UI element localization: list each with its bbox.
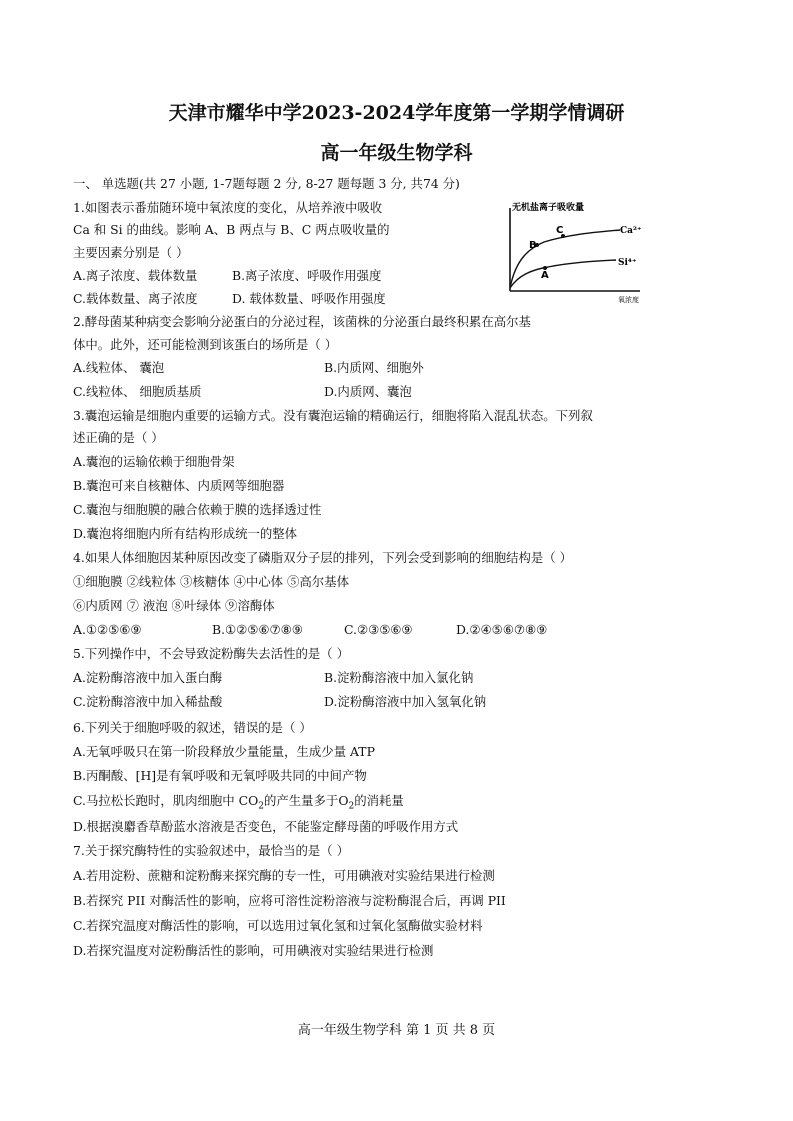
si-curve-label: Si⁴⁺ xyxy=(618,258,637,268)
q3-stem-line-1: 3.囊泡运输是细胞内重要的运输方式。没有囊泡运输的精确运行，细胞将陷入混乱状态。下列叙 xyxy=(73,408,593,423)
q4-option-a: A.①②⑤⑥⑨ xyxy=(73,622,142,637)
point-a-label: A xyxy=(541,270,549,281)
q4-items-line-2: ⑥内质网 ⑦ 液泡 ⑧叶绿体 ⑨溶酶体 xyxy=(73,598,275,613)
q1-option-d: D. 载体数量、呼吸作用强度 xyxy=(232,291,386,306)
q7-option-a: A.若用淀粉、蔗糖和淀粉酶来探究酶的专一性，可用碘液对实验结果进行检测 xyxy=(73,868,495,883)
q6-option-d: D.根据溴麝香草酚蓝水溶液是否变色，不能鉴定酵母菌的呼吸作用方式 xyxy=(73,819,459,834)
q4-items-line-1: ①细胞膜 ②线粒体 ③核糖体 ④中心体 ⑤高尔基体 xyxy=(73,574,349,589)
q4-option-d: D.②④⑤⑥⑦⑧⑨ xyxy=(456,622,548,637)
q6-stem: 6.下列关于细胞呼吸的叙述，错误的是（ ） xyxy=(73,720,312,735)
q7-option-b: B.若探究 PII 对酶活性的影响，应将可溶性淀粉溶液与淀粉酶混合后，再调 PII xyxy=(73,893,506,908)
q1-option-a: A.离子浓度、载体数量 xyxy=(73,268,198,283)
q7-option-d: D.若探究温度对淀粉酶活性的影响，可用碘液对实验结果进行检测 xyxy=(73,943,434,958)
q1-stem-line-2: Ca 和 Si 的曲线。影响 A、B 两点与 B、C 两点吸收量的 xyxy=(73,222,390,237)
q1-stem-line-1: 1.如图表示番茄随环境中氧浓度的变化，从培养液中吸收 xyxy=(73,200,383,215)
q5-option-d: D.淀粉酶溶液中加入氢氧化钠 xyxy=(324,694,487,709)
q2-option-c: C.线粒体、 细胞质基质 xyxy=(73,384,202,399)
point-b-label: B xyxy=(529,240,537,251)
q1-absorption-figure xyxy=(500,196,650,306)
q7-stem: 7.关于探究酶特性的实验叙述中，最恰当的是（ ） xyxy=(73,843,349,858)
q2-option-a: A.线粒体、 囊泡 xyxy=(73,360,165,375)
q3-option-c: C.囊泡与细胞膜的融合依赖于膜的选择透过性 xyxy=(73,502,322,517)
point-c-label: C xyxy=(556,225,564,236)
q2-option-b: B.内质网、细胞外 xyxy=(324,360,424,375)
q3-option-a: A.囊泡的运输依赖于细胞骨架 xyxy=(73,454,235,469)
q3-option-d: D.囊泡将细胞内所有结构形成统一的整体 xyxy=(73,526,298,541)
q5-option-c: C.淀粉酶溶液中加入稀盐酸 xyxy=(73,694,223,709)
q6-option-b: B.丙酮酸、[H]是有氧呼吸和无氧呼吸共同的中间产物 xyxy=(73,768,367,783)
figure-y-label: 无机盐离子吸收量 xyxy=(512,203,585,213)
q4-option-b: B.①②⑤⑥⑦⑧⑨ xyxy=(212,622,303,637)
q5-option-b: B.淀粉酶溶液中加入氯化钠 xyxy=(324,670,474,685)
q4-stem: 4.如果人体细胞因某种原因改变了磷脂双分子层的排列，下列会受到影响的细胞结构是（ ） xyxy=(73,550,572,565)
document-title: 天津市耀华中学2023-2024学年度第一学期学情调研 xyxy=(168,102,625,124)
q7-option-c: C.若探究温度对酶活性的影响，可以选用过氧化氢和过氧化氢酶做实验材料 xyxy=(73,918,483,933)
si-curve xyxy=(510,260,616,288)
q6-option-c: C.马拉松长跑时，肌肉细胞中 $CO_2$的产生量多于$O_2$的消耗量 xyxy=(73,793,404,812)
ca-curve xyxy=(510,230,620,288)
page-footer: 高一年级生物学科 第 1 页 共 8 页 xyxy=(297,1023,496,1038)
q1-option-c: C.载体数量、离子浓度 xyxy=(73,291,198,306)
q5-option-a: A.淀粉酶溶液中加入蛋白酶 xyxy=(73,670,223,685)
q4-option-c: C.②③⑤⑥⑨ xyxy=(344,622,413,637)
document-subtitle: 高一年级生物学科 xyxy=(320,142,473,164)
q3-stem-line-2: 述正确的是（ ） xyxy=(73,430,164,445)
q2-stem-line-1: 2.酵母菌某种病变会影响分泌蛋白的分泌过程，该菌株的分泌蛋白最终积累在高尔基 xyxy=(73,314,531,329)
q1-stem-line-3: 主要因素分别是（ ） xyxy=(73,245,189,260)
section-heading: 一、 单选题(共 27 小题, 1-7题每题 2 分, 8-27 题每题 3 分, 共74 分) xyxy=(73,176,460,191)
q2-option-d: D.内质网、囊泡 xyxy=(324,384,412,399)
q2-stem-line-2: 体中。此外，还可能检测到该蛋白的场所是（ ） xyxy=(73,337,338,352)
q6-option-a: A.无氧呼吸只在第一阶段释放少量能量，生成少量 ATP xyxy=(73,744,375,759)
figure-x-label: 氧浓度 xyxy=(618,296,639,304)
q5-stem: 5.下列操作中，不会导致淀粉酶失去活性的是（ ） xyxy=(73,646,349,661)
ca-curve-label: Ca²⁺ xyxy=(620,226,642,236)
q3-option-b: B.囊泡可来自核糖体、内质网等细胞器 xyxy=(73,478,285,493)
q1-option-b: B.离子浓度、呼吸作用强度 xyxy=(232,268,382,283)
